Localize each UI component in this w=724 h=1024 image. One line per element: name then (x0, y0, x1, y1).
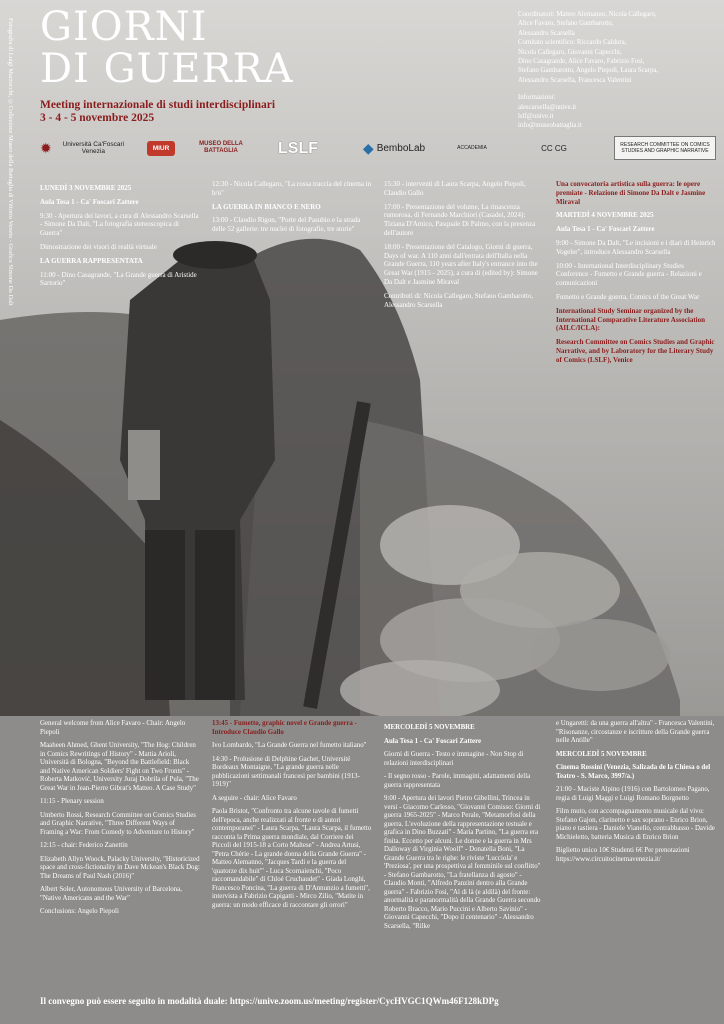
program-entry: 14:30 - Prolusione di Delphine Gachet, Université Bordeaux Montaigne, "La grande guerra nelle pubblicazioni settimanali francesi per bambini (1913-1919)" (212, 755, 360, 788)
program-entry: 15:30 - interventi di Laura Scarpa, Angelo Piepoli, Claudio Gallo (384, 180, 526, 197)
program-entry: A seguire - chair: Alice Favaro (212, 794, 297, 802)
page-subtitle (40, 99, 275, 125)
text-line: Alessandro Scarsella (518, 29, 575, 37)
program-entry: Maaheen Ahmed, Ghent University, "The Hog: Children in Comics Rewritings of History" - Mattia Arioli, Università di Bologna, "Beyond the Battlefield: Black and Native American Soldiers' Fight on Two Fronts" - Roberta Matković, University Juraj Dobrila of Pula, "The Great War in Jean-Pierre Gibrat's Matteo. A Case Study" (40, 742, 199, 792)
text-line: info@museobattaglia.it (518, 122, 582, 130)
program-entry: 10:00 - International Interdisciplinary Studies Conference - Fumetto e Grande guerra - Relazioni e comunicazioni (556, 261, 702, 288)
program-entry: Conclusions: Angelo Piepoli (40, 908, 119, 915)
lslf-logo-text: LSLF (278, 139, 318, 157)
program-entry: 18:00 - Presentazione del Catalogo, Giorni di guerra, Days of war. A 110 anni dall'entrata dell'Italia nella Grande Guerra, 110 years after Italy's entrance into the Great War (1915 - 2025), a cura di (edited by): Simone Da Dalt e Jasmine Miraval (384, 242, 538, 286)
text-line: Dino Casagrande, Alice Favaro, Fabrizio Fosi, (518, 58, 645, 66)
title-line-2: DI GUERRA (40, 46, 294, 92)
program-entry: - Il segno rosso - Parole, immagini, adattamenti della guerra rappresentata (384, 773, 531, 789)
text-line: Stefano Gambarotto, Angelo Piepoli, Laura Scarpa, (518, 67, 659, 75)
program-entry: 9:00 - Simone Da Dalt, "Le incisioni e i diari di Heinrich Vogeler", introduce Alessandro Scarsella (556, 238, 716, 256)
text-line: Alice Favaro, Stefano Gambarotto, (518, 20, 614, 28)
program-entry: 9:30 - Apertura dei lavori, a cura di Alessandro Scarsella - Simone Da Dalt, "La fotografia stereoscopica di Guerra" (40, 211, 199, 238)
coordination-block (518, 10, 718, 131)
accademia-logo-text: ACCADEMIA (457, 144, 487, 151)
program-entry: 12:30 - Nicola Callegaro, "La rossa traccia del cinema in b/n" (212, 180, 372, 197)
program-entry: 17:00 - Presentazione del volume, La rinascenza rumorosa, di Fernando Marchiori (Casadei, 2024): Tiziana D'Amico, Pasquale Di Palmo, con la presenza dell'autore (384, 202, 536, 237)
logo-strip (40, 128, 720, 170)
text-line: Comitato scientifico: Riccardo Caldura, (518, 39, 627, 47)
program-entry: LA GUERRA RAPPRESENTATA (40, 256, 143, 265)
program-entry: LUNEDÌ 3 NOVEMBRE 2025 (40, 184, 132, 192)
program-column-1 (40, 180, 200, 293)
program-entry: 21:00 - Maciste Alpino (1916) con Bartolomeo Pagano, regia di Luigi Maggi e Luigi Romano Borgnetto (556, 786, 710, 802)
program-entry: MARTEDÌ 4 NOVEMBRE 2025 (556, 211, 654, 220)
program-entry: 9:00 - Apertura dei lavori Pietro Gibellini, Trincea in versi - Giacomo Carlesso, "Giovanni Comisso: Giorni di guerra 1965-2025" - Marco Perale, "Metamorfosi della guerra. L'evoluzione della rappresentazione testuale e grafica in Dino Buzzati" - Maria Partino, "La guerra era finita. Eccetto per alcuni. Le donne e la guerra in Mrs Dalloway di Virginia Woolf" - Donatella Boni, "La Grande Guerra tra le righe: le riviste 'Lucciola' e 'Preziosa', per una prospettiva al femminile sul conflitto" - Stefano Gambarotto, "La fratellanza di agosto" - Claudio Monti, "Alfredo Panzini dentro alla Grande guerra" - Fabrizio Fosi, "Al di là (e aldilà) del fronte: anormalità e paranormalità della Grande Guerra secondo Roberto Bracco, Mario Puccini e Alberto Savinio" - Giovanni Capecchi, "Dopo il centenario" - Alessandro Scarsella, "Rilke (384, 795, 541, 930)
program-entry: LA GUERRA IN BIANCO E NERO (212, 202, 321, 211)
program-entry: 11:00 - Dino Casagrande, "La Grande guerra di Aristide Sartorio" (40, 270, 197, 288)
program-entry: Aula Tesa 1 - Ca' Foscari Zattere (384, 737, 482, 745)
program-entry: e Ungaretti: da una guerra all'altra" - Francesca Valentini, "Risonanze, circostanze e iscritture della Grande guerra nelle Antille" (556, 720, 715, 744)
text-line: Nicola Callegaro, Giovanni Capecchi, (518, 48, 622, 56)
cafoscari-logo-text: Università Ca'Foscari Venezia (62, 141, 125, 155)
program-entry: Contributi di: Nicola Callegaro, Stefano Gambarotto, Alessandro Scarsella (384, 291, 534, 309)
program-entry: International Study Seminar organized by the International Comparative Literature Association (AILC/ICLA): (556, 306, 705, 333)
text-line: alescarsella@unive.it (518, 103, 577, 111)
program-entry: MERCOLEDÌ 5 NOVEMBRE (556, 750, 647, 758)
program-entry: 13:45 - Fumetto, graphic novel e Grande guerra - Introduce Claudio Gallo (212, 720, 357, 736)
page-title (40, 6, 294, 90)
small-logos-text: CC CG (541, 143, 567, 153)
program-column-3 (384, 180, 544, 314)
program-entry: Una convocatoria artistica sulla guerra: le opere premiate - Relazione di Simone Da Dalt e Jasmine Miraval (556, 180, 706, 206)
research-committee-text: RESEARCH COMMITTEE ON COMICS STUDIES AND GRAPHIC NARRATIVE (620, 142, 710, 154)
cafoscari-logo: ✹ Università Ca'Foscari Venezia (40, 130, 132, 166)
program-entry: 12:15 - chair: Federico Zanettin (40, 842, 128, 849)
program-bottom-column-4 (556, 720, 716, 869)
museo-battaglia-logo (196, 130, 246, 166)
program-entry: Fumetto e Grande guerra, Comics of the Great War (556, 292, 700, 301)
museo-logo-text: MUSEO DELLA BATTAGLIA (199, 141, 243, 154)
miur-logo-text: MIUR (147, 141, 176, 156)
subtitle-line-1: Meeting internazionale di studi interdisciplinari (40, 99, 276, 111)
footer-zoom-link[interactable]: Il convegno può essere seguito in modalità duale: https://unive.zoom.us/meeting/register/CycHVGC1QWm46F128kDPg (40, 996, 499, 1006)
program-bottom-column-2 (212, 720, 372, 915)
bembolab-logo: ◆ BemboLab (362, 139, 426, 156)
program-entry: Elizabeth Allyn Woock, Palacky University, "Historicized space and cross-fictionality in Dave Mckean's Black Dog: The Dreams of Paul Nash (2016)" (40, 855, 200, 880)
title-line-1: GIORNI (40, 4, 208, 50)
small-logos (504, 130, 604, 166)
program-entry: 13:00 - Claudio Rigon, "Porte del Pasubio e la strada delle 52 gallerie: tre nuclei di fotografie, tre storie" (212, 216, 361, 234)
program-entry: Aula Tesa 1 - Ca' Foscari Zattere (40, 197, 139, 206)
program-entry: MERCOLEDÌ 5 NOVEMBRE (384, 724, 475, 731)
program-entry: Albert Soler, Autonomous University of Barcelona, "Native Americans and the War" (40, 886, 182, 902)
accademia-logo (452, 130, 492, 166)
program-entry: Umberto Rossi, Research Committee on Comics Studies and Graphic Narrative, "Three Different Ways of Framing a War: From Comedy to Adventure to History" (40, 811, 196, 836)
text-line: lslf@unive.it (518, 113, 554, 121)
program-entry: 11:15 - Plenary session (40, 798, 104, 805)
program-column-4 (556, 180, 716, 370)
lslf-logo (254, 130, 342, 166)
program-bottom-column-1 (40, 720, 200, 922)
photo-credit-vertical: Fotografia di Luigi Marzocchi, ©Collezione Museo della Battaglia di Vittorio Veneto - Grafica Simone Da Dalt (7, 18, 14, 306)
program-entry: General welcome from Alice Favaro - Chair: Angelo Piepoli (40, 720, 186, 736)
bembolab-logo-text: BemboLab (376, 142, 426, 154)
miur-logo (136, 130, 186, 166)
text-line: Alessandro Scarsella, Francesca Valentini (518, 76, 632, 84)
program-entry: Biglietto unico 10€ Studenti 6€ Per prenotazioni https://www.circuitocinemavenezia.it/ (556, 847, 690, 863)
program-entry: Ivo Lombardo, "La Grande Guerra nel fumetto italiano" (212, 742, 367, 749)
text-line: Coordinatori: Matteo Alemanno, Nicola Callegaro, (518, 11, 657, 18)
program-entry: Film muto, con accompagnamento musicale dal vivo: Stefano Gajon, clarinetto e sax soprano - Enrico Brion, piano e tastiera - Daniele Vianello, contrabbasso - Davide Michieletto, batteria Musica di Enrico Brion (556, 808, 715, 841)
program-entry: Research Committee on Comics Studies and Graphic Narrative, and by Laboratory for the Literary Study of Comics (LSLF), Venice (556, 338, 715, 364)
subtitle-line-2: 3 - 4 - 5 novembre 2025 (40, 112, 155, 124)
program-column-2 (212, 180, 372, 239)
program-entry: Cinema Rossini (Venezia, Salizada de la Chiesa o del Teatro - S. Marco, 3997/a.) (556, 764, 711, 780)
program-entry: Giorni di Guerra - Testo e immagine - Non Stop di relazioni interdisciplinari (384, 751, 524, 767)
info-label: Informazioni: (518, 94, 556, 102)
program-entry: Paola Bristot, "Confronto tra alcune tavole di fumetti dell'epoca, anche realizzati al fronte e di autori contemporanei" - Laura Scarpa, "Laura Scarpa, il fumetto racconta la Prima guerra mondiale, dal Corriere dei Piccoli del 1915-18 a Corto Maltese" - Andrea Artusi, "Petra Chérie - La grande donna della Grande Guerra" - Matteo Alemanno, "Jacques Tardi e la guerra del 'quatorze dix huit'" - Luca Scornaienchi, "Poco raccomandabile" di Chloé Cruchaudet" - Giada Longhi, Francesco Poncina, "La guerra di D'Annunzio a fumetti", intervista a Fabrizio Capigatti - Mirco Zilio, "Matite in guerra: un modo efficace di raccontare gli orrori" (212, 808, 372, 909)
research-committee-logo (614, 136, 716, 160)
program-entry: Dimostrazione dei visori di realtà virtuale (40, 242, 157, 251)
program-entry: Aula Tesa 1 - Ca' Foscari Zattere (556, 225, 655, 234)
program-bottom-column-3 (384, 720, 544, 936)
